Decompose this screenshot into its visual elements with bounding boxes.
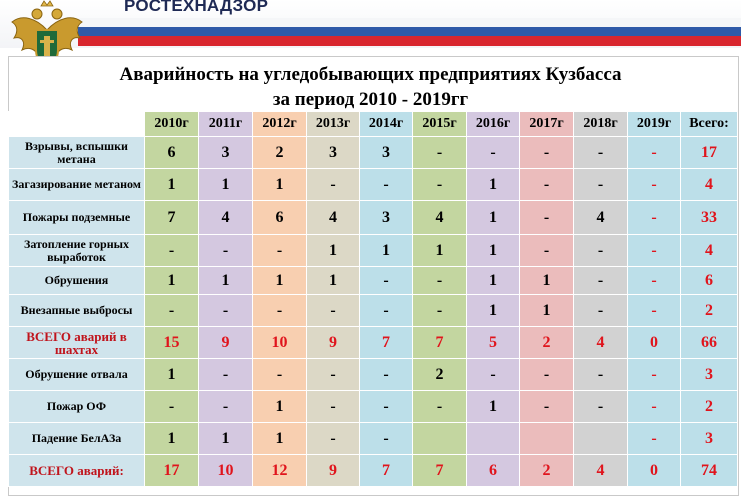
table-cell: 1 [145, 359, 199, 391]
table-cell: - [413, 295, 467, 327]
table-cell: - [413, 137, 467, 169]
table-cell: 6 [681, 267, 738, 295]
table-cell: 4 [199, 201, 253, 235]
table-cell: 3 [681, 423, 738, 455]
table-cell: 1 [145, 423, 199, 455]
table-cell: - [628, 423, 681, 455]
table-row [9, 295, 738, 327]
table-cell: - [360, 423, 413, 455]
table-cell: - [360, 359, 413, 391]
table-cell: 4 [413, 201, 467, 235]
flag-stripe-white [78, 18, 741, 27]
table-cell: - [520, 137, 574, 169]
brand-name: РОСТЕХНАДЗОР [124, 0, 269, 15]
table-cell: 2 [520, 455, 574, 487]
column-header: 2012г [253, 112, 307, 137]
table-cell: 1 [145, 169, 199, 201]
table-cell: 4 [307, 201, 360, 235]
table-row [9, 169, 738, 201]
table-cell: 5 [467, 327, 520, 359]
table-cell: 7 [360, 455, 413, 487]
table-cell: - [253, 295, 307, 327]
table-cell: - [413, 267, 467, 295]
table-row [9, 327, 738, 359]
table-cell: 1 [520, 267, 574, 295]
table-cell: 2 [413, 359, 467, 391]
table-cell: 3 [681, 359, 738, 391]
table-cell: 12 [253, 455, 307, 487]
table-cell: 2 [681, 295, 738, 327]
table-cell: - [413, 169, 467, 201]
table-cell: - [145, 295, 199, 327]
table-cell: 7 [413, 327, 467, 359]
table-cell: - [628, 267, 681, 295]
page-title [0, 62, 741, 112]
table-cell: 1 [199, 267, 253, 295]
table-row [9, 267, 738, 295]
table-cell: - [574, 235, 628, 267]
table-cell: - [628, 137, 681, 169]
table-cell: 9 [307, 455, 360, 487]
table-cell: 9 [199, 327, 253, 359]
table-cell: 3 [360, 201, 413, 235]
table-cell: - [520, 201, 574, 235]
table-cell: 4 [681, 169, 738, 201]
table-row [9, 235, 738, 267]
table-cell: - [199, 359, 253, 391]
row-label: Падение БелАЗа [9, 423, 145, 455]
flag-stripe-red [78, 36, 741, 46]
table-cell: 1 [467, 295, 520, 327]
table-cell: - [360, 391, 413, 423]
table-cell: 1 [199, 423, 253, 455]
table-cell: 1 [199, 169, 253, 201]
column-header: 2016г [467, 112, 520, 137]
table-cell: 3 [307, 137, 360, 169]
table-cell: 1 [467, 201, 520, 235]
row-label: Затопление горных выработок [9, 235, 145, 267]
table-cell: 1 [253, 267, 307, 295]
table-cell: - [628, 201, 681, 235]
table-cell: - [199, 295, 253, 327]
table-cell: 33 [681, 201, 738, 235]
table-cell: - [628, 295, 681, 327]
column-header: 2017г [520, 112, 574, 137]
table-cell: 17 [681, 137, 738, 169]
table-cell: 6 [253, 201, 307, 235]
row-label: ВСЕГО аварий: [9, 455, 145, 487]
table-cell: 1 [253, 169, 307, 201]
flag-stripes [78, 18, 741, 46]
table-cell [520, 423, 574, 455]
table-cell: 10 [253, 327, 307, 359]
table-cell: - [307, 423, 360, 455]
table-cell: 1 [467, 391, 520, 423]
accidents-table [8, 111, 738, 487]
table-body [9, 137, 738, 487]
table-cell: - [360, 295, 413, 327]
table-cell: 0 [628, 327, 681, 359]
column-header: 2014г [360, 112, 413, 137]
table-cell: 0 [628, 455, 681, 487]
table-row [9, 359, 738, 391]
row-label: Взрывы, вспышки метана [9, 137, 145, 169]
table-cell [574, 423, 628, 455]
column-header: Всего: [681, 112, 738, 137]
table-cell: - [520, 391, 574, 423]
table-cell: 1 [467, 235, 520, 267]
table-cell [467, 423, 520, 455]
table-cell: 1 [520, 295, 574, 327]
table-cell: - [145, 391, 199, 423]
table-cell: 7 [360, 327, 413, 359]
row-label: Обрушения [9, 267, 145, 295]
table-cell: 1 [253, 423, 307, 455]
table-cell [413, 423, 467, 455]
table-cell: 2 [253, 137, 307, 169]
table-row [9, 201, 738, 235]
table-cell: 4 [574, 327, 628, 359]
row-label: Пожары подземные [9, 201, 145, 235]
table-cell: - [574, 169, 628, 201]
table-cell: 4 [574, 455, 628, 487]
table-cell: - [199, 391, 253, 423]
table-cell: 4 [681, 235, 738, 267]
table-cell: 3 [360, 137, 413, 169]
column-header: 2015г [413, 112, 467, 137]
table-cell: - [520, 235, 574, 267]
table-cell: 1 [467, 267, 520, 295]
header-corner [9, 112, 145, 137]
table-cell: 6 [467, 455, 520, 487]
table-cell: - [307, 391, 360, 423]
table-cell: - [199, 235, 253, 267]
table-cell: - [520, 359, 574, 391]
column-header: 2013г [307, 112, 360, 137]
table-cell: - [628, 235, 681, 267]
table-cell: - [574, 295, 628, 327]
title-line-1: Аварийность на угледобывающих предприятиях Кузбасса [119, 64, 622, 85]
table-cell: 6 [145, 137, 199, 169]
flag-stripe-blue [78, 27, 741, 36]
column-header: 2019г [628, 112, 681, 137]
table-cell: - [253, 235, 307, 267]
table-cell: 7 [145, 201, 199, 235]
column-header: 2011г [199, 112, 253, 137]
table-cell: 2 [681, 391, 738, 423]
table-cell: - [413, 391, 467, 423]
table-cell: 7 [413, 455, 467, 487]
table-cell: - [574, 391, 628, 423]
table-cell: - [628, 359, 681, 391]
table-cell: 1 [307, 235, 360, 267]
table-cell: - [574, 267, 628, 295]
row-label: Внезапные выбросы [9, 295, 145, 327]
table-cell: 17 [145, 455, 199, 487]
table-cell: - [307, 295, 360, 327]
table-cell: 1 [307, 267, 360, 295]
table-cell: - [467, 359, 520, 391]
table-row [9, 137, 738, 169]
table-cell: 1 [253, 391, 307, 423]
table-cell: 1 [467, 169, 520, 201]
table-header-row [9, 112, 738, 137]
table-cell: - [520, 169, 574, 201]
table-cell: 15 [145, 327, 199, 359]
table-cell: - [360, 169, 413, 201]
table-cell: 3 [199, 137, 253, 169]
table-cell: 1 [360, 235, 413, 267]
table-cell: 1 [413, 235, 467, 267]
table-row [9, 391, 738, 423]
table-cell: 9 [307, 327, 360, 359]
column-header: 2018г [574, 112, 628, 137]
table-cell: 1 [145, 267, 199, 295]
table-cell: - [628, 391, 681, 423]
table-cell: - [467, 137, 520, 169]
table-cell: 10 [199, 455, 253, 487]
table-row [9, 423, 738, 455]
table-cell: 74 [681, 455, 738, 487]
column-header: 2010г [145, 112, 199, 137]
row-label: Обрушение отвала [9, 359, 145, 391]
table-cell: - [628, 169, 681, 201]
table-cell: - [145, 235, 199, 267]
table-cell: - [307, 169, 360, 201]
table-row [9, 455, 738, 487]
table-cell: - [253, 359, 307, 391]
table-cell: - [574, 137, 628, 169]
table-cell: - [360, 267, 413, 295]
row-label: Пожар ОФ [9, 391, 145, 423]
table-cell: 2 [520, 327, 574, 359]
table-cell: 4 [574, 201, 628, 235]
row-label: ВСЕГО аварий в шахтах [9, 327, 145, 359]
table-cell: 66 [681, 327, 738, 359]
table-cell: - [307, 359, 360, 391]
table-cell: - [574, 359, 628, 391]
title-line-2: за период 2010 - 2019гг [272, 89, 469, 110]
row-label: Загазирование метаном [9, 169, 145, 201]
